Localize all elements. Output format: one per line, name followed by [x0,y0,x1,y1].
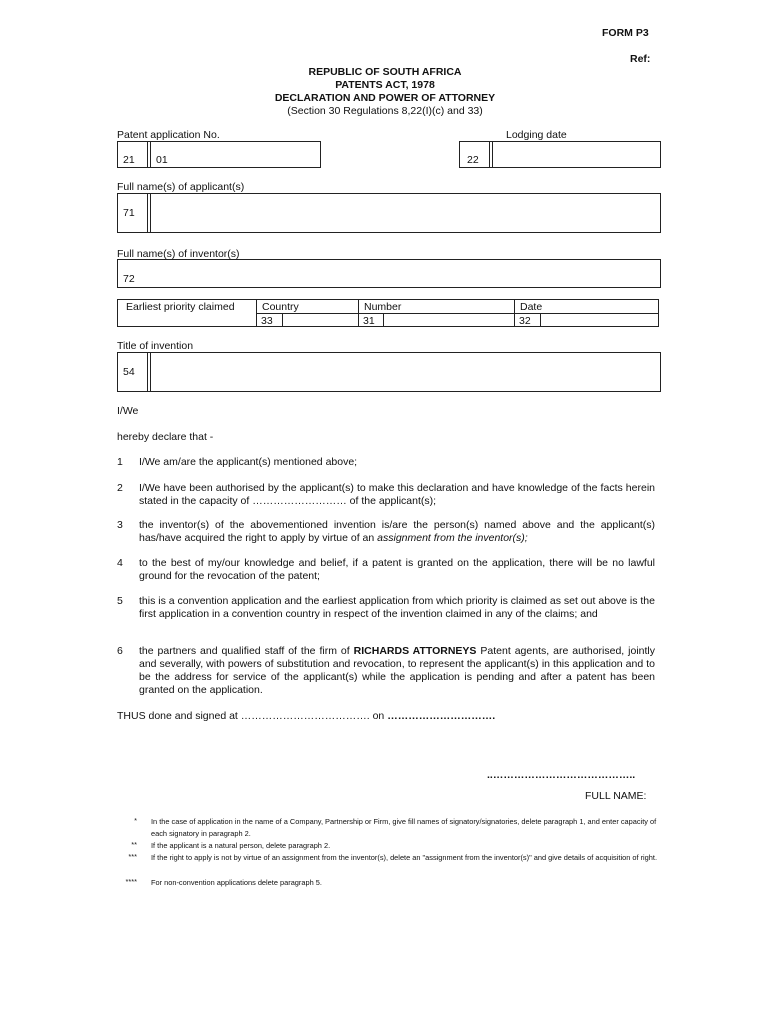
divider [147,353,148,391]
declaration-item [139,645,655,697]
form-title [200,66,570,118]
code-01: 01 [156,154,168,166]
code-71: 71 [123,207,135,219]
title-of-invention-field[interactable] [117,352,661,392]
footnote-mark: *** [128,852,137,861]
divider [147,194,148,232]
divider [358,300,359,326]
thus-done-line [117,710,495,722]
number-label: Number [364,301,402,313]
patent-application-no-field[interactable] [117,141,321,168]
divider [150,142,151,167]
form-number: FORM P3 [602,27,649,39]
item-number: 3 [117,519,123,531]
footnote-text: If the applicant is a natural person, delete paragraph 2. [151,841,331,850]
code-21: 21 [123,154,135,166]
title-republic: REPUBLIC OF SOUTH AFRICA [308,66,462,78]
item-text: the partners and qualified staff of the firm of [139,645,354,657]
item-text: Patent agents, are authorised, jointly and severally, with powers of substitution and revocation, to represent the applicant(s) in this application and to be the address for service of the applicant(s) while the application is pending and after a patent has been granted on the application. [139,645,656,696]
country-label: Country [262,301,299,313]
code-31: 31 [363,315,375,327]
item-number: 5 [117,595,123,607]
inventor-label: Full name(s) of inventor(s) [117,248,240,260]
applicant-label: Full name(s) of applicant(s) [117,181,245,193]
item-number: 6 [117,645,123,657]
title-of-invention-label: Title of invention [117,340,194,352]
divider [514,300,515,326]
lodging-date-field[interactable] [459,141,661,168]
item-number: 2 [117,482,123,494]
item-text-italic: assignment from the inventor(s); [377,532,528,544]
declaration-item [139,519,655,545]
patent-application-no-label: Patent application No. [117,129,220,141]
code-22: 22 [467,154,479,166]
date-dots: …………………………. [387,710,496,722]
title-act: PATENTS ACT, 1978 [335,79,435,91]
date-label: Date [520,301,543,313]
code-32: 32 [519,315,531,327]
item-number: 4 [117,557,123,569]
firm-name: RICHARDS ATTORNEYS [353,645,477,657]
thus-done-text: THUS done and signed at ………………………………. on [117,710,388,722]
divider [489,142,490,167]
title-regulations: (Section 30 Regulations 8,22(I)(c) and 33) [287,105,483,117]
footnote-mark: ** [131,840,137,849]
title-declaration: DECLARATION AND POWER OF ATTORNEY [274,92,496,104]
inventor-name-field[interactable] [117,259,661,288]
iwe-label: I/We [117,405,139,417]
item-text: the inventor(s) of the abovementioned invention is/are the person(s) named above and the applicant(s) has/have acquired the right to apply by virtue of an [139,519,655,544]
priority-date-field[interactable] [540,313,658,326]
declaration-item: this is a convention application and the earliest application from which priority is claimed as set out above is the first application in a convention country in respect of the invention claimed in any of the claims; and [139,595,655,620]
ref-label: Ref: [630,53,651,65]
declaration-item: I/We am/are the applicant(s) mentioned above; [139,456,358,468]
item-number: 1 [117,456,123,468]
applicant-name-field[interactable] [117,193,661,233]
divider [492,142,493,167]
hereby-declare: hereby declare that - [117,431,214,443]
full-name-label: FULL NAME: [585,790,647,802]
earliest-priority-label: Earliest priority claimed [126,301,235,313]
divider [256,300,257,326]
footnote-text: If the right to apply is not by virtue of an assignment from the inventor(s), delete an "assignment from the inventor(s)" and give details of acquisition of right. [151,853,658,862]
lodging-date-label: Lodging date [506,129,567,141]
priority-table [117,299,659,327]
priority-country-field[interactable] [282,313,358,326]
divider [147,142,148,167]
divider [150,353,151,391]
footnote-text: In the case of application in the name of a Company, Partnership or Firm, give fill names of signatory/signatories, delete paragraph 1, and enter capacity of each signatory in paragraph 2. [151,817,657,838]
code-72: 72 [123,273,135,285]
code-54: 54 [123,366,135,378]
footnote-text: For non-convention applications delete paragraph 5. [151,878,322,887]
declaration-item: I/We have been authorised by the applicant(s) to make this declaration and have knowledge of the facts herein stated in the capacity of ……………………… of the applicant(s); [139,482,655,507]
footnote-mark: * [134,816,137,825]
declaration-item: to the best of my/our knowledge and belief, if a patent is granted on the application, there will be no lawful ground for the revocation of the patent; [139,557,655,582]
divider [150,194,151,232]
priority-number-field[interactable] [383,313,514,326]
code-33: 33 [261,315,273,327]
footnote-mark: **** [125,877,137,886]
signature-line[interactable]: ..………………………………….. [487,769,636,781]
